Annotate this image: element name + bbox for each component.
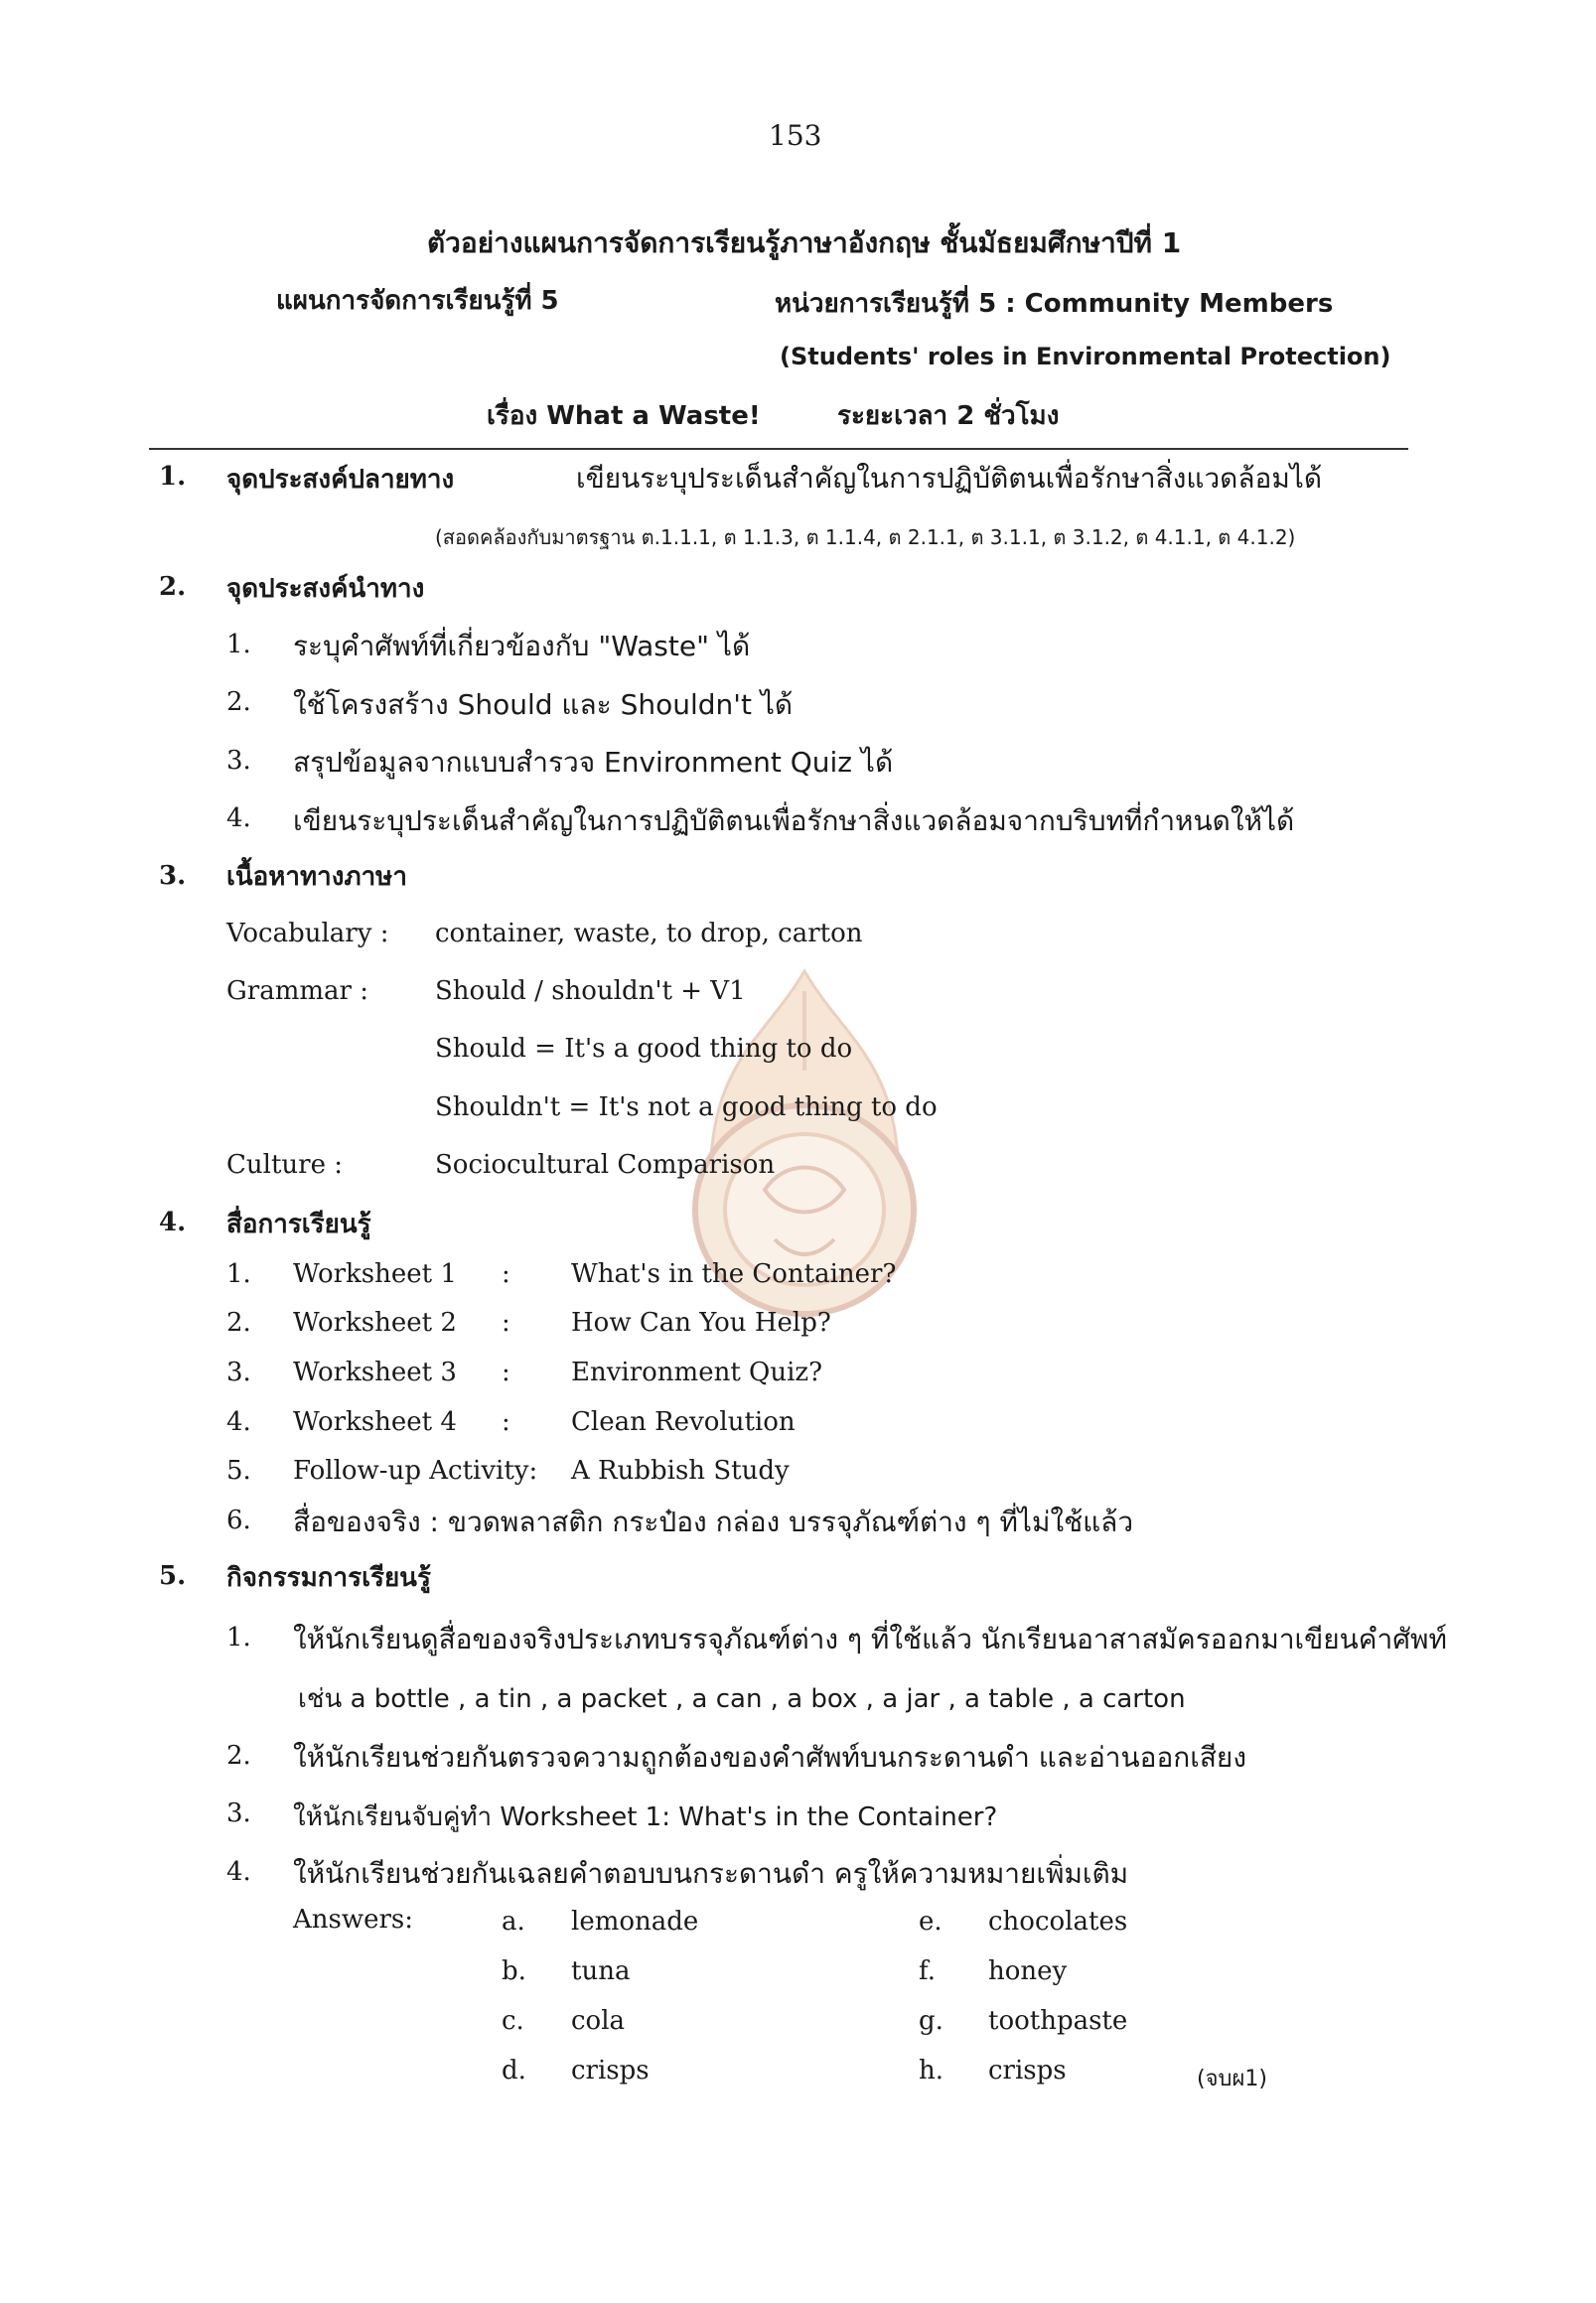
answer-word: crisps bbox=[988, 2056, 1067, 2086]
answer-letter: c. bbox=[502, 2006, 524, 2036]
answer-letter: h. bbox=[919, 2056, 944, 2086]
media-name: Worksheet 2 bbox=[293, 1308, 457, 1338]
activity-number: 1. bbox=[226, 1623, 251, 1653]
answer-letter: a. bbox=[502, 1907, 525, 1937]
objective-number: 3. bbox=[226, 746, 251, 776]
media-title: How Can You Help? bbox=[571, 1308, 831, 1338]
media-colon: : bbox=[502, 1259, 510, 1289]
answer-word: lemonade bbox=[571, 1907, 699, 1937]
answer-word: cola bbox=[571, 2006, 626, 2036]
media-number: 2. bbox=[226, 1308, 251, 1338]
media-title: Environment Quiz? bbox=[571, 1358, 823, 1387]
activity-text: เช่น a bottle , a tin , a packet , a can , a box , a jar , a table , a carton bbox=[298, 1684, 1186, 1714]
media-number: 3. bbox=[226, 1358, 251, 1387]
media-name: Worksheet 4 bbox=[293, 1407, 457, 1437]
shouldnt-definition: Shouldn't = It's not a good thing to do bbox=[435, 1092, 938, 1122]
culture-label: Culture : bbox=[226, 1150, 343, 1180]
media-name: Worksheet 3 bbox=[293, 1358, 457, 1387]
activity-text: ให้นักเรียนดูสื่อของจริงประเภทบรรจุภัณฑ์ต่าง ๆ ที่ใช้แล้ว นักเรียนอาสาสมัครออกมาเขียนคำศัพท์ bbox=[293, 1623, 1447, 1655]
culture-text: Sociocultural Comparison bbox=[435, 1150, 776, 1180]
media-number: 6. bbox=[226, 1506, 251, 1535]
objective-text: ใช้โครงสร้าง Should และ Shouldn't ได้ bbox=[293, 688, 794, 721]
answer-letter: b. bbox=[502, 1956, 526, 1986]
media-number: 5. bbox=[226, 1456, 251, 1486]
answers-label: Answers: bbox=[293, 1905, 414, 1935]
answer-letter: e. bbox=[919, 1907, 943, 1937]
activity-number: 3. bbox=[226, 1799, 251, 1828]
topic: เรื่อง What a Waste! bbox=[487, 401, 761, 431]
media-number: 4. bbox=[226, 1407, 251, 1437]
section-1-text: เขียนระบุประเด็นสำคัญในการปฏิบัติตนเพื่อรักษาสิ่งแวดล้อมได้ bbox=[576, 462, 1323, 495]
section-4-number: 4. bbox=[159, 1208, 187, 1237]
section-1-number: 1. bbox=[159, 462, 187, 492]
answer-word: crisps bbox=[571, 2056, 650, 2086]
objective-number: 1. bbox=[226, 630, 251, 659]
section-3-title: เนื้อหาทางภาษา bbox=[226, 862, 407, 892]
media-colon: : bbox=[502, 1407, 510, 1437]
answer-word: toothpaste bbox=[988, 2006, 1128, 2036]
page-note: (จบผ1) bbox=[1197, 2067, 1267, 2091]
section-3-number: 3. bbox=[159, 861, 187, 891]
objective-text: เขียนระบุประเด็นสำคัญในการปฏิบัติตนเพื่อรักษาสิ่งแวดล้อมจากบริบทที่กำหนดให้ได้ bbox=[293, 804, 1295, 837]
media-title: What's in the Container? bbox=[571, 1259, 897, 1289]
page-number: 153 bbox=[769, 119, 822, 152]
media-colon: : bbox=[502, 1308, 510, 1338]
media-title: A Rubbish Study bbox=[571, 1456, 790, 1486]
answer-letter: g. bbox=[919, 2006, 943, 2036]
objective-number: 2. bbox=[226, 687, 251, 717]
section-2-number: 2. bbox=[159, 572, 187, 602]
activity-text: ให้นักเรียนช่วยกันเฉลยคำตอบบนกระดานดำ ครูให้ความหมายเพิ่มเติม bbox=[293, 1857, 1129, 1890]
answer-letter: f. bbox=[919, 1956, 936, 1986]
activity-number: 4. bbox=[226, 1857, 251, 1887]
section-5-number: 5. bbox=[159, 1561, 187, 1591]
media-colon: : bbox=[502, 1358, 510, 1387]
answer-word: chocolates bbox=[988, 1907, 1128, 1937]
media-name: Follow-up Activity: bbox=[293, 1456, 538, 1486]
activity-number: 2. bbox=[226, 1741, 251, 1771]
media-name: สื่อของจริง : ขวดพลาสติก กระป๋อง กล่อง บรรจุภัณฑ์ต่าง ๆ ที่ไม่ใช้แล้ว bbox=[293, 1506, 1134, 1538]
media-name: Worksheet 1 bbox=[293, 1259, 457, 1289]
activity-text: ให้นักเรียนช่วยกันตรวจความถูกต้องของคำศัพท์บนกระดานดำ และอ่านออกเสียง bbox=[293, 1741, 1246, 1774]
header-divider bbox=[149, 448, 1408, 450]
activity-text: ให้นักเรียนจับคู่ทำ Worksheet 1: What's in the Container? bbox=[293, 1802, 998, 1832]
section-2-title: จุดประสงค์นำทาง bbox=[226, 574, 425, 604]
media-number: 1. bbox=[226, 1259, 251, 1289]
grammar-label: Grammar : bbox=[226, 976, 368, 1006]
answer-letter: d. bbox=[502, 2056, 526, 2086]
vocabulary-text: container, waste, to drop, carton bbox=[435, 919, 863, 948]
vocabulary-label: Vocabulary : bbox=[226, 919, 389, 948]
grammar-text: Should / shouldn't + V1 bbox=[435, 976, 746, 1006]
section-4-title: สื่อการเรียนรู้ bbox=[226, 1210, 371, 1239]
plan-label: แผนการจัดการเรียนรู้ที่ 5 bbox=[276, 286, 559, 316]
media-title: Clean Revolution bbox=[571, 1407, 796, 1437]
section-1-standards: (สอดคล้องกับมาตรฐาน ต.1.1.1, ต 1.1.3, ต 1.1.4, ต 2.1.1, ต 3.1.1, ต 3.1.2, ต 4.1.1, ต 4.1.2) bbox=[435, 525, 1296, 549]
should-definition: Should = It's a good thing to do bbox=[435, 1034, 853, 1064]
answer-word: tuna bbox=[571, 1956, 631, 1986]
unit-subtitle: (Students' roles in Environmental Protection) bbox=[780, 343, 1391, 370]
objective-text: สรุปข้อมูลจากแบบสำรวจ Environment Quiz ได้ bbox=[293, 746, 894, 779]
unit-label: หน่วยการเรียนรู้ที่ 5 : Community Members bbox=[775, 289, 1334, 319]
objective-text: ระบุคำศัพท์ที่เกี่ยวข้องกับ "Waste" ได้ bbox=[293, 630, 751, 662]
section-1-title: จุดประสงค์ปลายทาง bbox=[226, 465, 455, 495]
document-title: ตัวอย่างแผนการจัดการเรียนรู้ภาษาอังกฤษ ชั้นมัธยมศึกษาปีที่ 1 bbox=[427, 226, 1182, 259]
section-5-title: กิจกรรมการเรียนรู้ bbox=[226, 1563, 431, 1593]
answer-word: honey bbox=[988, 1956, 1068, 1986]
duration: ระยะเวลา 2 ชั่วโมง bbox=[837, 401, 1060, 431]
objective-number: 4. bbox=[226, 803, 251, 833]
